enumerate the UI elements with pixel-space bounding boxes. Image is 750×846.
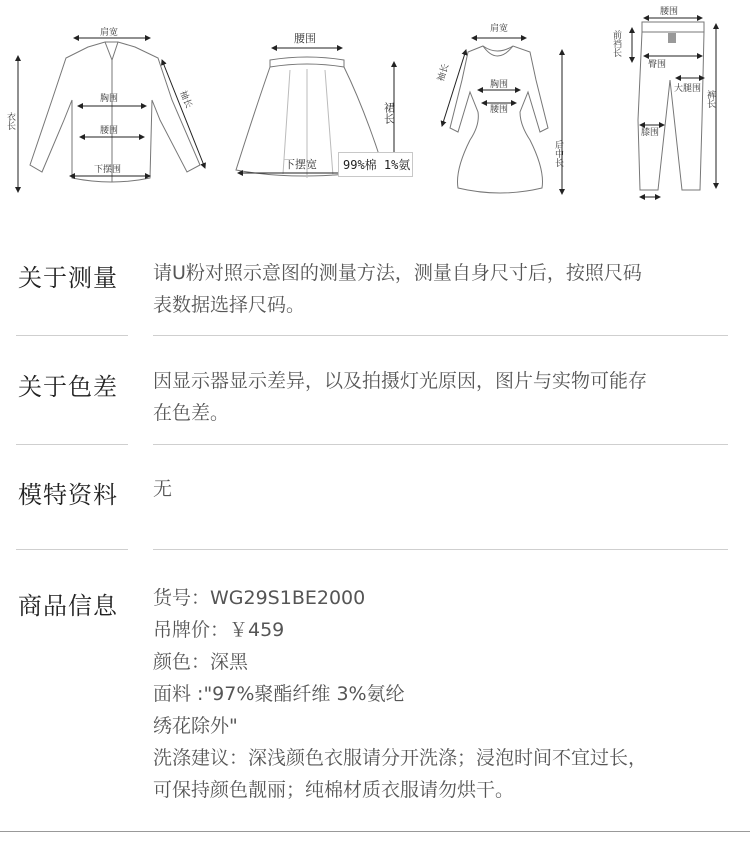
section-body-product-info	[153, 582, 733, 806]
dress-shoulder-label: 肩宽	[490, 24, 509, 34]
product-washing-advice: 洗涤建议：深浅颜色衣服请分开洗涤；浸泡时间不宜过长，	[153, 747, 648, 769]
section-body-model-info	[153, 473, 733, 505]
product-tag-price: 吊牌价：￥459	[153, 619, 285, 641]
product-washing-advice-cont: 可保持颜色靓丽；纯棉材质衣服请勿烘干。	[153, 779, 515, 801]
section-title-model-info: 模特资料	[18, 481, 118, 509]
section-body-color-difference	[153, 365, 733, 429]
garment-diagrams-svg	[0, 0, 750, 215]
section-title-measurement: 关于测量	[18, 264, 118, 292]
pants-thigh-label: 大腿围	[674, 84, 702, 94]
model-info-line: 无	[153, 478, 173, 500]
fabric-overlay-label: 99%棉 1%氨	[338, 152, 413, 177]
measurement-line: 请U粉对照示意图的测量方法，测量自身尺寸后，按照尺码	[153, 262, 642, 284]
dress-back-length-label: 后中长	[553, 140, 563, 167]
dress-diagram	[450, 46, 548, 193]
pants-hip-label: 臀围	[648, 60, 667, 70]
shirt-sleeve-label: 袖长	[177, 89, 194, 110]
pants-diagram	[638, 22, 704, 190]
pants-knee-label: 膝围	[641, 128, 660, 138]
divider	[153, 444, 728, 445]
section-title-color-difference: 关于色差	[18, 373, 118, 401]
pants-length-label: 裤长	[705, 90, 715, 108]
dress-arrows	[442, 38, 562, 194]
product-fabric-note: 绣花除外"	[153, 715, 238, 737]
product-sku: 货号：WG29S1BE2000	[153, 587, 366, 609]
color-difference-line: 在色差。	[153, 402, 230, 424]
shirt-hem-label: 下摆围	[94, 165, 122, 175]
color-difference-line: 因显示器显示差异，以及拍摄灯光原因，图片与实物可能存	[153, 370, 648, 392]
section-body-measurement	[153, 257, 733, 321]
pants-front-rise-label: 前裆长	[611, 30, 621, 57]
shirt-shoulder-label: 肩宽	[100, 28, 119, 38]
shirt-chest-label: 胸围	[100, 94, 119, 104]
shirt-waist-label: 腰围	[100, 126, 119, 136]
divider	[16, 335, 128, 336]
measurement-line: 表数据选择尺码。	[153, 294, 306, 316]
product-color: 颜色：深黑	[153, 651, 249, 673]
shirt-length-label: 衣长	[5, 112, 15, 130]
skirt-hem-label: 下摆宽	[284, 158, 317, 171]
divider	[153, 335, 728, 336]
dress-sleeve-label: 袖长	[436, 62, 452, 83]
bottom-divider	[0, 831, 750, 832]
skirt-length-label: 裙长	[382, 102, 396, 124]
divider	[16, 549, 128, 550]
divider	[16, 444, 128, 445]
skirt-waist-label: 腰围	[294, 32, 316, 45]
dress-chest-label: 胸围	[490, 80, 509, 90]
product-fabric: 面料 :"97%聚酯纤维 3%氨纶	[153, 683, 405, 705]
section-title-product-info: 商品信息	[18, 592, 118, 620]
divider	[153, 549, 728, 550]
shirt-diagram	[30, 42, 200, 182]
pants-waist-label: 腰围	[660, 7, 679, 17]
dress-waist-label: 腰围	[490, 105, 509, 115]
measurement-diagrams	[0, 0, 750, 215]
